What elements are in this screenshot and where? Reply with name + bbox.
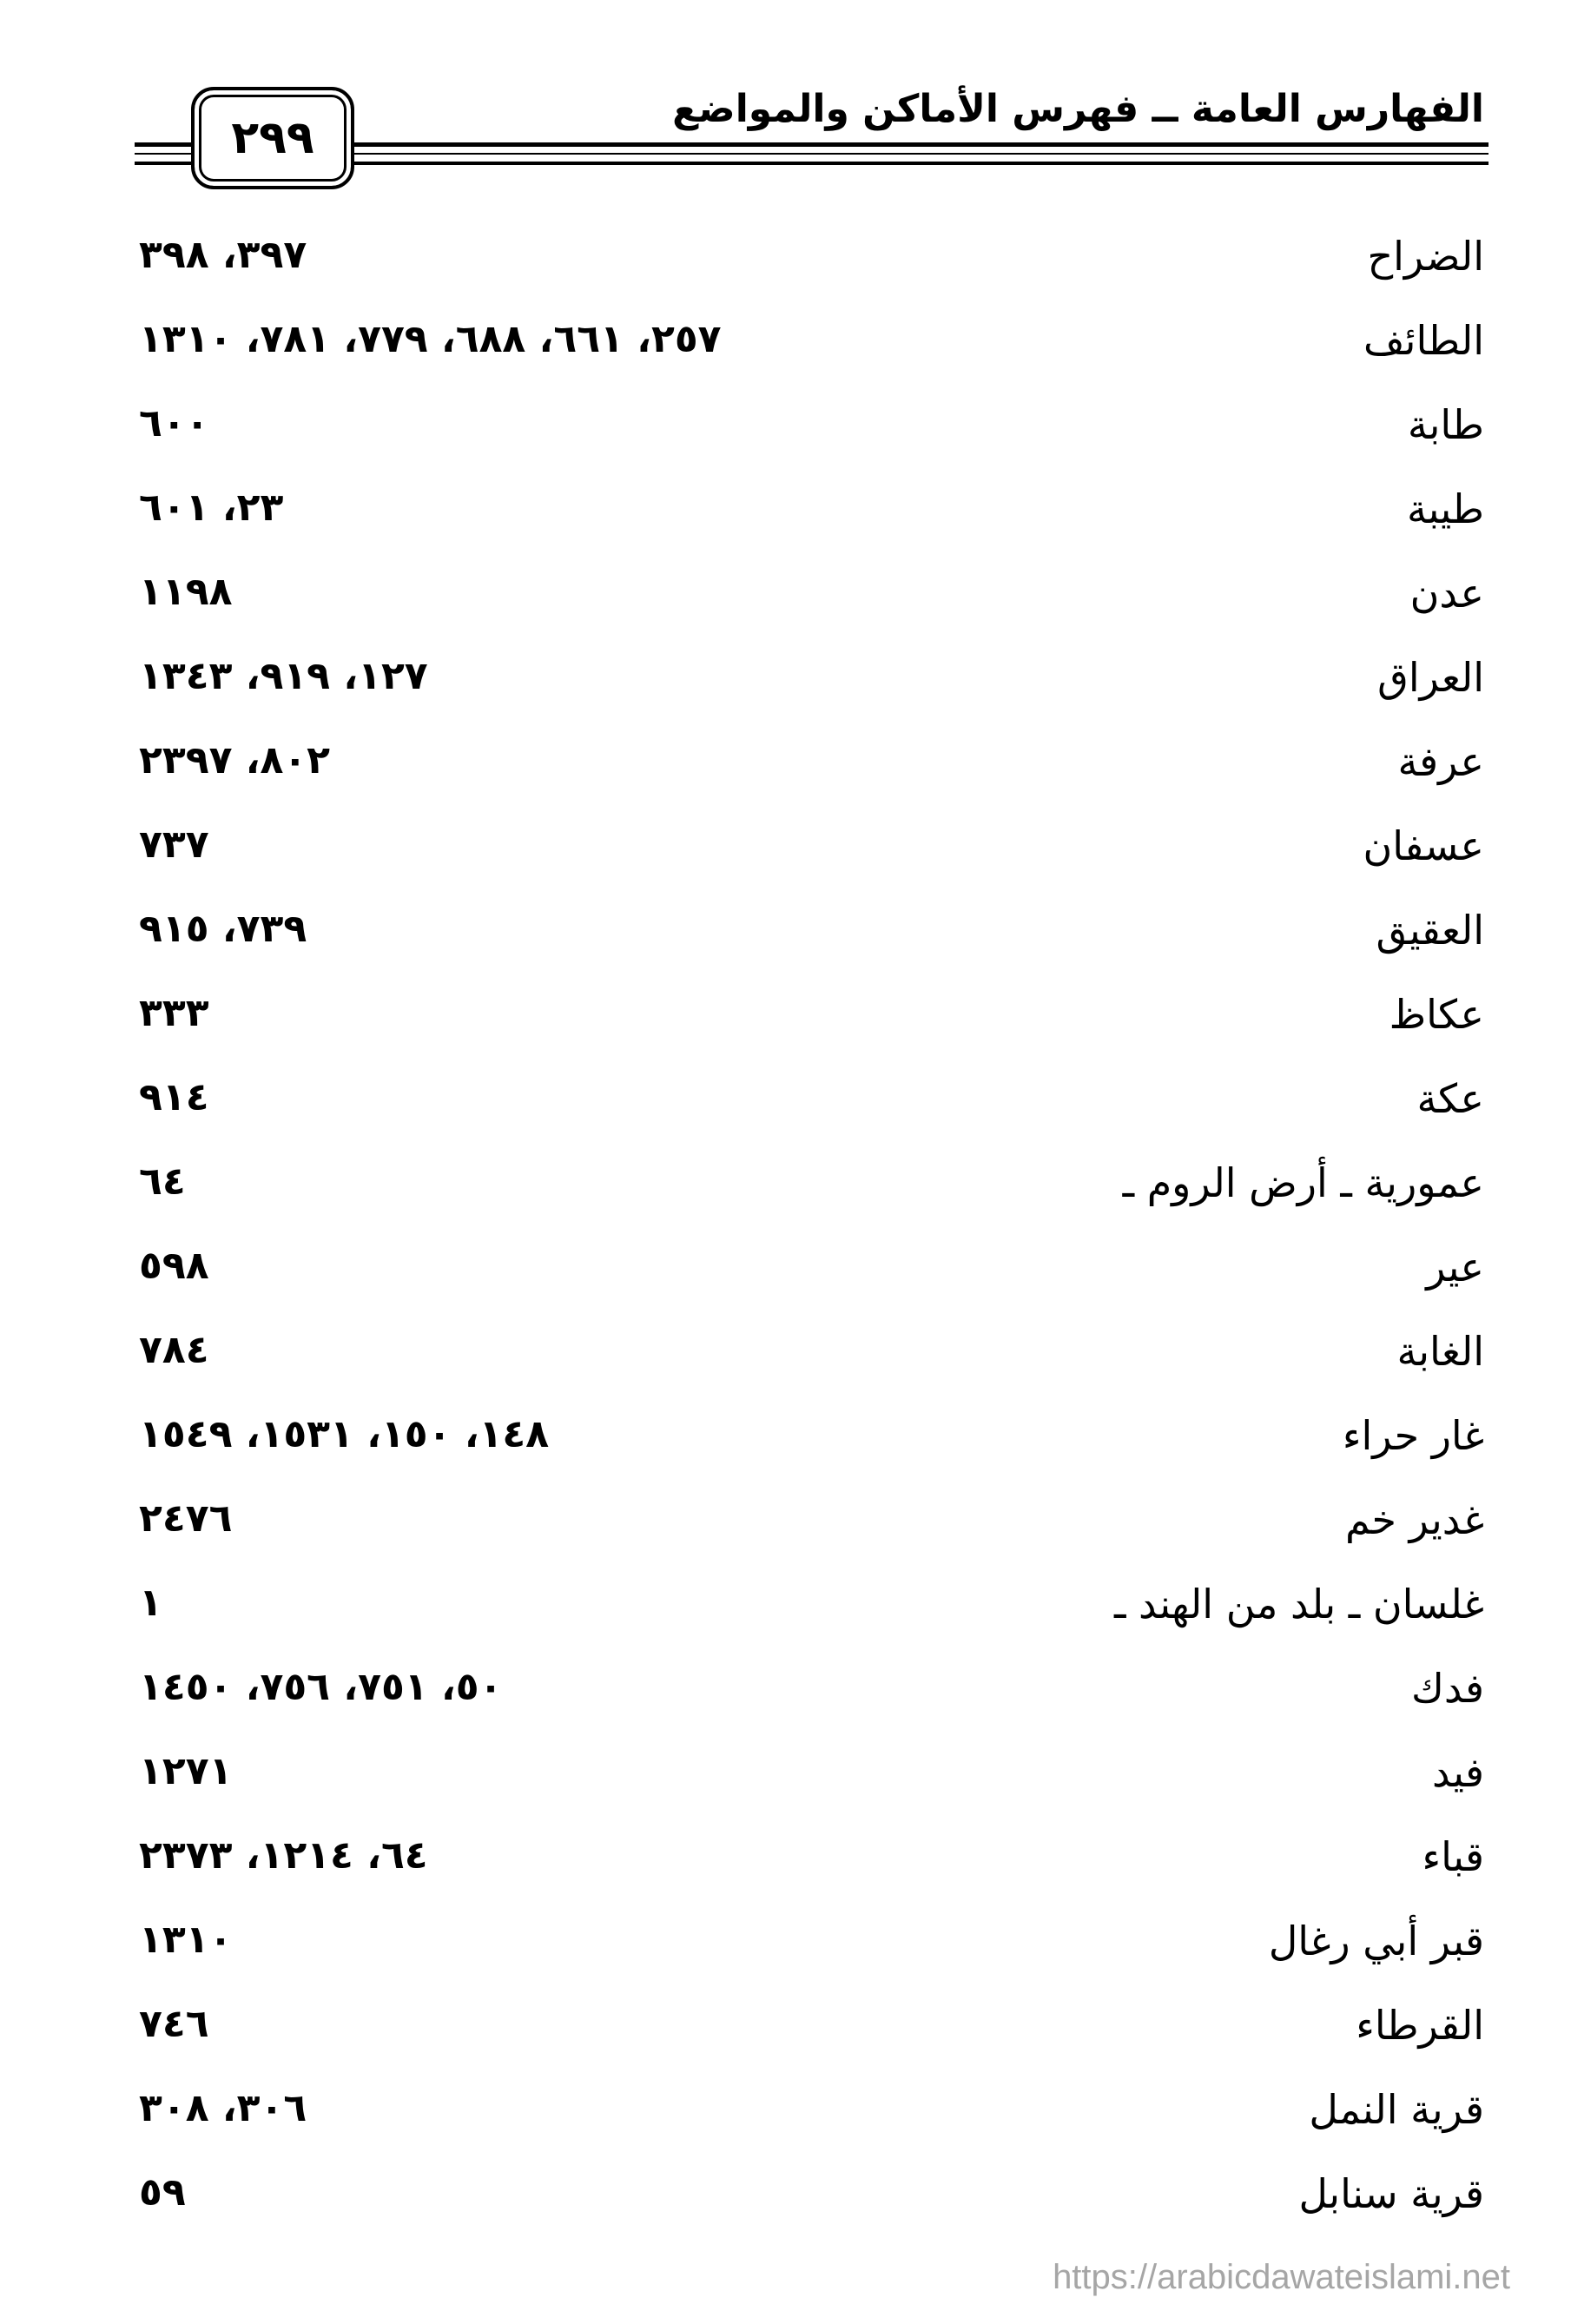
place-name: قبر أبي رغال — [1268, 1918, 1484, 1964]
place-name: عسفان — [1363, 822, 1484, 869]
index-entry — [139, 1816, 1484, 1900]
place-name: فدك — [1410, 1665, 1484, 1712]
page-references: ٥٩٨ — [139, 1244, 209, 1288]
place-name: عكاظ — [1389, 991, 1484, 1038]
place-name: العراق — [1377, 654, 1484, 701]
page-references: ٢٤٧٦ — [139, 1496, 233, 1541]
page-references: ٦٤ — [139, 1159, 186, 1204]
place-name: غلسان ـ بلد من الهند ـ — [1113, 1581, 1484, 1627]
place-name: العقيق — [1376, 907, 1484, 954]
place-name: عير — [1426, 1244, 1484, 1291]
place-name: الغابة — [1396, 1328, 1484, 1375]
index-entry — [139, 1900, 1484, 1984]
place-name: الطائف — [1363, 317, 1484, 364]
place-name: غدير خم — [1344, 1496, 1484, 1543]
watermark: https://arabicdawateislami.net — [1053, 2258, 1510, 2296]
page-references: ٥٠، ٧٥١، ٧٥٦، ١٤٥٠ — [139, 1665, 503, 1709]
place-name: فيد — [1431, 1749, 1484, 1796]
page-references: ٧٨٤ — [139, 1328, 209, 1372]
index-entry — [139, 468, 1484, 552]
index-entry — [139, 1311, 1484, 1395]
index-entry — [139, 300, 1484, 384]
page-references: ١١٩٨ — [139, 570, 233, 614]
page-references: ٥٩ — [139, 2170, 186, 2215]
place-name: عدن — [1409, 570, 1484, 617]
page-references: ١٢٧١ — [139, 1749, 233, 1793]
page-references: ٧٤٦ — [139, 2002, 209, 2046]
place-name: عرفة — [1397, 738, 1484, 785]
page-number: ٢٩٩ — [231, 112, 314, 164]
index-entry — [139, 1058, 1484, 1142]
page-references: ١٣١٠ — [139, 1918, 233, 1962]
index-entry — [139, 889, 1484, 974]
index-entry — [139, 805, 1484, 889]
index-entry — [139, 384, 1484, 468]
page-number-box — [191, 87, 354, 189]
place-name: طيبة — [1406, 485, 1484, 532]
place-name: الضراح — [1367, 233, 1484, 280]
page-references: ٣٣٣ — [139, 991, 209, 1035]
page-references: ٣٩٧، ٣٩٨ — [139, 233, 307, 277]
index-entry — [139, 1984, 1484, 2069]
index-entry — [139, 215, 1484, 300]
page-references: ٨٠٢، ٢٣٩٧ — [139, 738, 331, 782]
index-entry — [139, 1395, 1484, 1479]
place-name: عكة — [1416, 1075, 1484, 1122]
page-references: ٧٣٩، ٩١٥ — [139, 907, 307, 951]
page-references: ٧٣٧ — [139, 822, 209, 867]
place-name: قرية سنابل — [1298, 2170, 1484, 2217]
page-references: ١ — [139, 1581, 162, 1625]
index-entry — [139, 552, 1484, 637]
index-entry — [139, 974, 1484, 1058]
page-references: ٦٤، ١٢١٤، ٢٣٧٣ — [139, 1833, 428, 1878]
index-entry — [139, 721, 1484, 805]
index-entry — [139, 1226, 1484, 1311]
index-entry — [139, 2153, 1484, 2237]
index-entry — [139, 1732, 1484, 1816]
place-name: قرية النمل — [1309, 2086, 1484, 2133]
index-entry — [139, 2069, 1484, 2153]
place-name: طابة — [1407, 401, 1484, 448]
page-references: ٩١٤ — [139, 1075, 209, 1119]
page-references: ١٢٧، ٩١٩، ١٣٤٣ — [139, 654, 428, 698]
index-entry — [139, 1479, 1484, 1563]
index-entry — [139, 1563, 1484, 1647]
place-name: القرطاء — [1356, 2002, 1484, 2049]
page-references: ٢٣، ٦٠١ — [139, 485, 284, 530]
place-name: غار حراء — [1342, 1412, 1484, 1459]
page-references: ٢٥٧، ٦٦١، ٦٨٨، ٧٧٩، ٧٨١، ١٣١٠ — [139, 317, 722, 361]
place-name: عمورية ـ أرض الروم ـ — [1122, 1159, 1484, 1206]
running-title: الفهارس العامة ــ فهرس الأماكن والمواضع — [672, 87, 1484, 131]
index-entry — [139, 1142, 1484, 1226]
index-entry — [139, 1647, 1484, 1732]
page-references: ١٤٨، ١٥٠، ١٥٣١، ١٥٤٩ — [139, 1412, 550, 1456]
place-name: قباء — [1422, 1833, 1484, 1880]
index-entry — [139, 637, 1484, 721]
page-header — [0, 0, 1571, 200]
page-references: ٣٠٦، ٣٠٨ — [139, 2086, 307, 2130]
index-entries — [139, 215, 1484, 2237]
page-references: ٦٠٠ — [139, 401, 209, 446]
